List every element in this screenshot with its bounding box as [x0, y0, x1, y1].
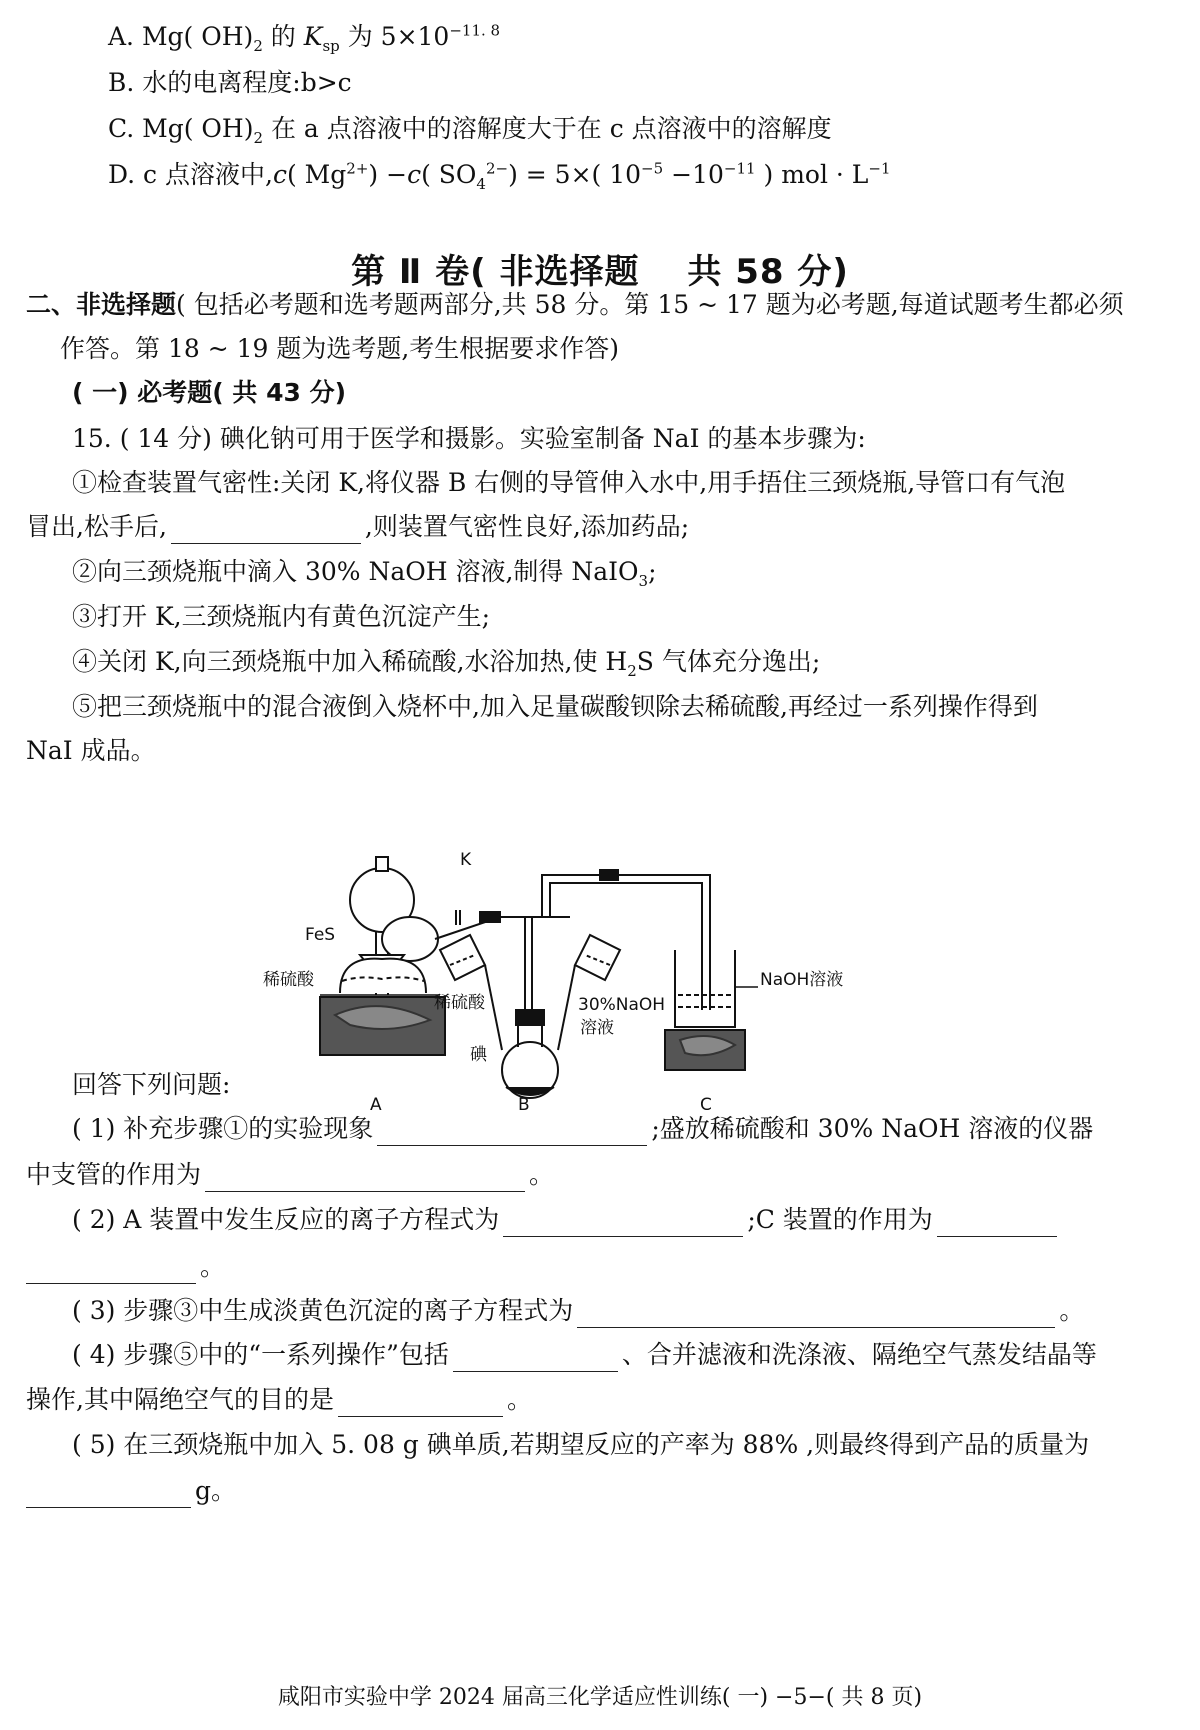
d-sup4: −11 [723, 159, 756, 178]
q4-d: 。 [506, 1385, 532, 1414]
q15-step3: ③打开 K,三颈烧瓶内有黄色沉淀产生; [72, 602, 490, 631]
d-sup2: 2− [485, 159, 509, 178]
option-d [108, 158, 891, 192]
q2-line2 [26, 1250, 225, 1284]
q15-step5-a: ⑤把三颈烧瓶中的混合液倒入烧杯中,加入足量碳酸钡除去稀硫酸,再经过一系列操作得到 [72, 692, 1038, 721]
d-c2: c [407, 160, 422, 189]
q1-c: 中支管的作用为 [26, 1160, 202, 1189]
part2-intro: ( 包括必考题和选考题两部分,共 58 分。第 15 ~ 17 题为必考题,每道试题考生都必须 [176, 290, 1124, 319]
step2-post: ; [648, 557, 657, 586]
q15-stem: 15. ( 14 分) 碘化钠可用于医学和摄影。实验室制备 NaI 的基本步骤为: [72, 424, 866, 453]
answer-blank[interactable] [338, 1390, 503, 1417]
step1-post: ,则装置气密性良好,添加药品; [364, 512, 690, 541]
label-fes: FeS [305, 925, 336, 945]
q15-step2 [72, 555, 657, 589]
option-a-ksub: sp [322, 37, 340, 55]
q3-a: ( 3) 步骤③中生成淡黄色沉淀的离子方程式为 [72, 1296, 574, 1325]
q1-d: 。 [529, 1160, 555, 1189]
d-sup5: −1 [868, 159, 891, 178]
answer-blank[interactable] [377, 1119, 647, 1146]
answer-blank[interactable] [453, 1345, 618, 1372]
label-acid-a: 稀硫酸 [263, 970, 314, 990]
label-k: K [460, 850, 472, 870]
step1-pre: 冒出,松手后, [26, 512, 167, 541]
q15-step5-b: NaI 成品。 [26, 736, 156, 765]
label-acid-b: 稀硫酸 [434, 993, 485, 1013]
option-c [108, 112, 832, 146]
q4-line2 [26, 1383, 532, 1417]
option-a-k: K [303, 22, 323, 51]
q5-b: g。 [195, 1476, 237, 1505]
q1-line1 [72, 1112, 1093, 1146]
option-c-sub: 2 [253, 129, 264, 147]
answer-blank[interactable] [26, 1481, 191, 1508]
q4-b: 、合并滤液和洗涤液、隔绝空气蒸发结晶等 [621, 1340, 1097, 1369]
q5-line1: ( 5) 在三颈烧瓶中加入 5. 08 g 碘单质,若期望反应的产率为 88% ,则最终得到产品的质量为 [72, 1430, 1090, 1459]
q15-step4 [72, 645, 820, 679]
d-sup3: −5 [641, 159, 664, 178]
option-a [108, 20, 500, 54]
label-b: B [518, 1095, 530, 1115]
page-footer: 咸阳市实验中学 2024 届高三化学适应性训练( 一) −5−( 共 8 页) [277, 1685, 923, 1710]
d-p4: ( SO [421, 160, 477, 189]
d-c1: c [272, 160, 287, 189]
q4-line1 [72, 1338, 1097, 1372]
label-solution-b: 溶液 [580, 1018, 614, 1038]
q1-line2 [26, 1158, 554, 1192]
option-a-mid: 的 [262, 22, 304, 51]
q2-b: ;C 装置的作用为 [747, 1205, 933, 1234]
q4-c: 操作,其中隔绝空气的目的是 [26, 1385, 334, 1414]
d-p5: ) = 5×( 10 [508, 160, 642, 189]
answer-blank[interactable] [937, 1210, 1057, 1237]
q15-step1-a: ①检查装置气密性:关闭 K,将仪器 B 右侧的导管伸入水中,用手捂住三颈烧瓶,导管口有气泡 [72, 468, 1066, 497]
step4-pre: ④关闭 K,向三颈烧瓶中加入稀硫酸,水浴加热,使 H [72, 647, 628, 676]
label-naoh-b: 30%NaOH [578, 995, 666, 1015]
d-p6: −10 [663, 160, 724, 189]
option-a-sub: 2 [253, 37, 263, 55]
d-sub2: 4 [476, 175, 486, 193]
option-a-text: A. Mg( OH) [108, 22, 254, 51]
part2-heading: 二、非选择题 [26, 290, 177, 319]
label-iodine: 碘 [470, 1045, 487, 1065]
step4-post: S 气体充分逸出; [636, 647, 821, 676]
d-sup1: 2+ [346, 159, 369, 178]
required-heading: ( 一) 必考题( 共 43 分) [72, 378, 347, 407]
section-title: 第 Ⅱ 卷( 非选择题 共 58 分) [351, 252, 849, 292]
answer-intro: 回答下列问题: [72, 1070, 231, 1099]
q2-c: 。 [200, 1252, 226, 1281]
q15-step1-b [26, 510, 689, 544]
q1-b: ;盛放稀硫酸和 30% NaOH 溶液的仪器 [651, 1114, 1094, 1143]
step2-sub: 3 [638, 572, 649, 590]
option-c-post: 在 a 点溶液中的溶解度大于在 c 点溶液中的溶解度 [263, 114, 832, 143]
answer-blank[interactable] [577, 1301, 1055, 1328]
q3-b: 。 [1059, 1296, 1085, 1325]
answer-blank[interactable] [171, 517, 361, 544]
option-a-post: 为 5×10 [339, 22, 450, 51]
answer-blank[interactable] [503, 1210, 743, 1237]
option-b: B. 水的电离程度:b>c [108, 68, 352, 97]
answer-blank[interactable] [205, 1165, 525, 1192]
step2-pre: ②向三颈烧瓶中滴入 30% NaOH 溶液,制得 NaIO [72, 557, 639, 586]
part2-line1 [26, 288, 1124, 322]
label-naoh-c: NaOH溶液 [760, 970, 844, 990]
label-a: A [370, 1095, 382, 1115]
d-p1: D. c 点溶液中, [108, 160, 273, 189]
q4-a: ( 4) 步骤⑤中的“一系列操作”包括 [72, 1340, 449, 1369]
step4-sub: 2 [627, 662, 637, 680]
label-c: C [700, 1095, 712, 1115]
q2-line1 [72, 1203, 1061, 1237]
q3-line [72, 1294, 1084, 1328]
option-a-exp: −11. 8 [449, 21, 501, 40]
answer-blank[interactable] [26, 1257, 196, 1284]
apparatus-c [665, 950, 758, 1070]
q2-a: ( 2) A 装置中发生反应的离子方程式为 [72, 1205, 500, 1234]
q1-a: ( 1) 补充步骤①的实验现象 [72, 1114, 374, 1143]
d-p3: ) − [368, 160, 408, 189]
q5-line2 [26, 1474, 236, 1508]
option-c-pre: C. Mg( OH) [108, 114, 254, 143]
d-p2: ( Mg [286, 160, 347, 189]
d-p7: ) mol · L [755, 160, 869, 189]
part2-line2: 作答。第 18 ~ 19 题为选考题,考生根据要求作答) [60, 334, 620, 363]
